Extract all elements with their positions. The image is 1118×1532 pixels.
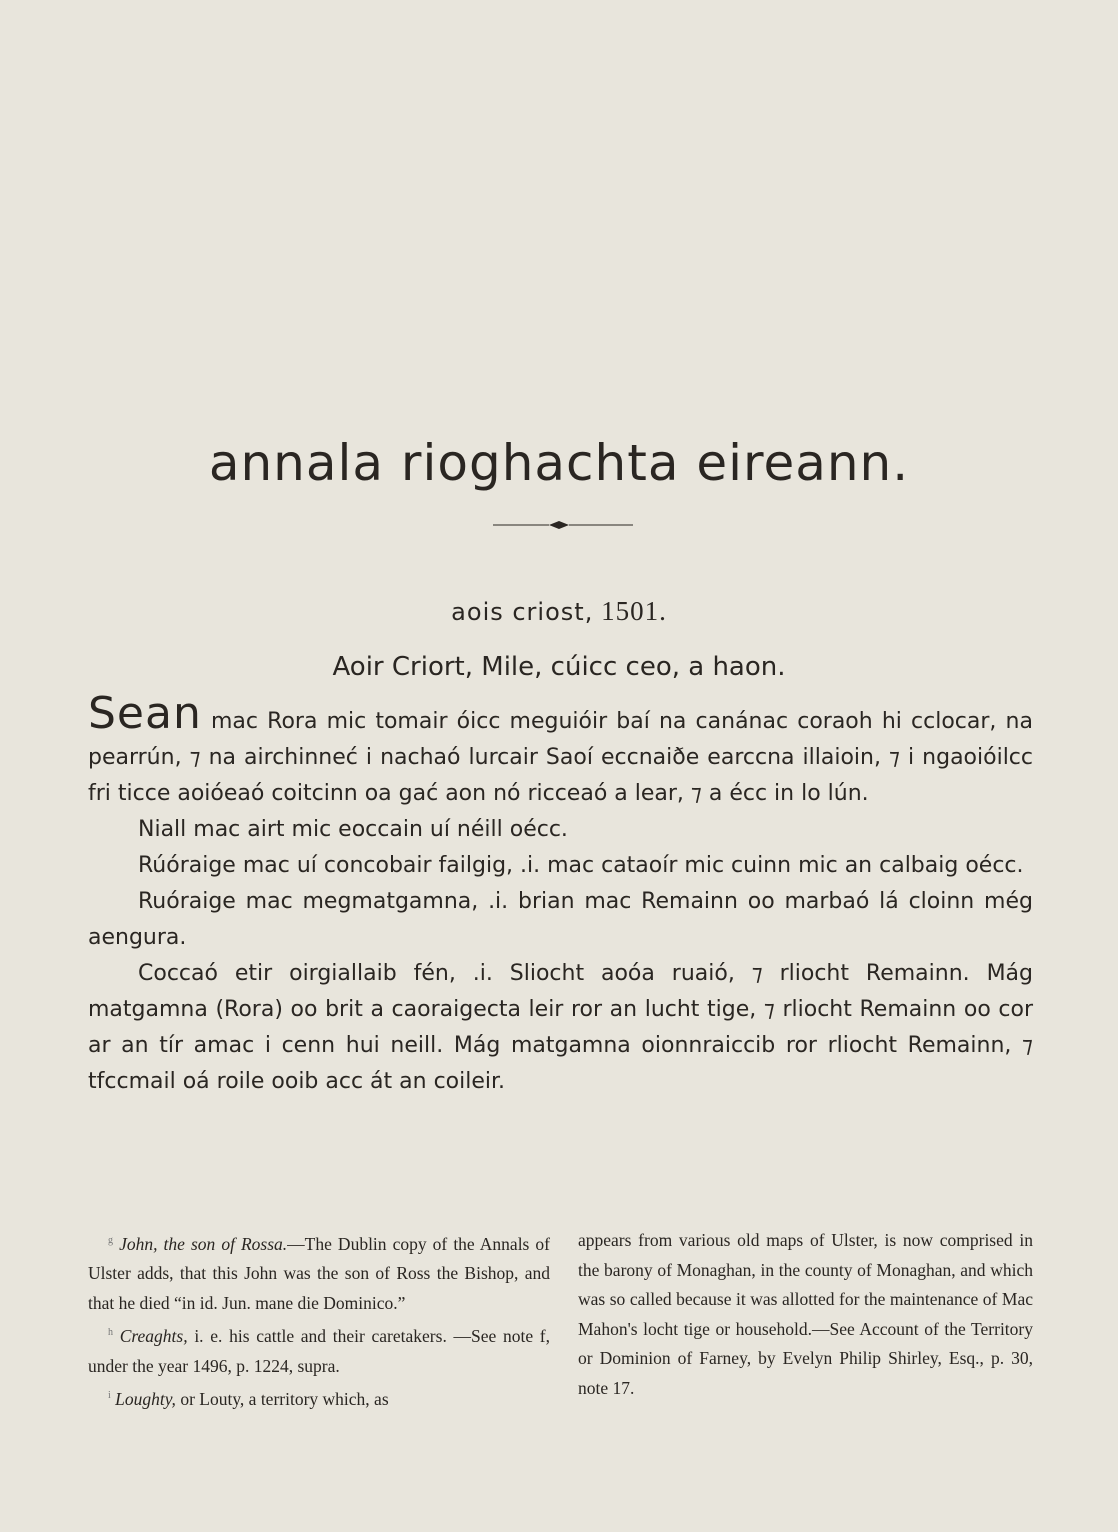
annal-entry: Coccaó etir oirgiallaib fén, .i. Sliocht aoóa ruaió, ⁊ rliocht Remainn. Mág matgamna (Rora) oo brit a caoraigecta leir ror an lucht tige, ⁊ rliocht Remainn oo cor ar an tír amac i cenn hui neill. Mág matgamna oionnraiccib ror rliocht Remainn, ⁊ tfccmail oá roile ooib acc át an coileir. — [88, 961, 1033, 1094]
annal-entry-text: mac Rora mic tomair óicc meguióir baí na canánac coraoh hi cclocar, na pearrún, ⁊ na airchinneć i nachaó lurcair Saoí eccnaiðe earccna illaioin, ⁊ i ngaoióilcc fri ticce aoióeaó coitcinn oa gać aon nó ricceaó a lear, ⁊ a écc in lo lún. — [88, 709, 1033, 806]
footnote-mark: g — [108, 1235, 113, 1246]
year-subheading: Aoir Criort, Mile, cúicc ceo, a haon. — [332, 652, 786, 682]
footnote-text: or Louty, a territory which, as — [180, 1388, 389, 1409]
footnote-continuation: appears from various old maps of Ulster, is now comprised in the barony of Monaghan, in the county of Monaghan, and which was so called because it was allotted for the maintenance of Mac Mahon's locht tige or household.—See Account of the Territory or Dominion of Farney, by Evelyn Philip Shirley, Esq., p. 30, note 17. — [578, 1230, 1033, 1398]
footnote-mark: i — [108, 1390, 111, 1402]
footnote — [88, 1226, 550, 1318]
annal-entry: Rúóraige mac uí concobair failgig, .i. mac cataoír mic cuinn mic an calbaig oécc. — [138, 853, 1024, 878]
footnote — [88, 1318, 550, 1381]
annal-entry: Niall mac airt mic eoccain uí néill oécc. — [138, 817, 568, 842]
annal-entries — [88, 688, 1033, 1100]
book-title: annala rioghachta eireann. — [208, 433, 910, 492]
ornament-divider — [493, 518, 633, 532]
year-heading-label: aois criost, — [451, 598, 594, 626]
footnote-label: Loughty, — [115, 1388, 176, 1409]
footnote-label: Creaghts, — [119, 1326, 188, 1347]
drop-cap-word: Sean — [88, 688, 202, 739]
footnote-text: —The Dublin copy of the Annals of Ulster adds, that this John was the son of Ross the Bishop, and that he died “in id. Jun. mane die Dominico.” — [88, 1233, 550, 1313]
footnote — [88, 1381, 550, 1414]
footnotes-left-column — [88, 1226, 550, 1414]
footnote-label: John, the son of Rossa. — [119, 1233, 288, 1254]
footnotes-right-column — [578, 1226, 1033, 1403]
footnote-text: i. e. his cattle and their caretakers. —See note f, under the year 1496, p. 1224, supra. — [88, 1326, 551, 1376]
annal-entry — [88, 688, 1033, 812]
footnote-mark: h — [108, 1327, 113, 1339]
year-heading — [0, 596, 1118, 627]
annal-entry: Ruóraige mac megmatgamna, .i. brian mac Remainn oo marbaó lá cloinn még aengura. — [88, 889, 1033, 950]
year-heading-year: 1501. — [601, 596, 667, 626]
